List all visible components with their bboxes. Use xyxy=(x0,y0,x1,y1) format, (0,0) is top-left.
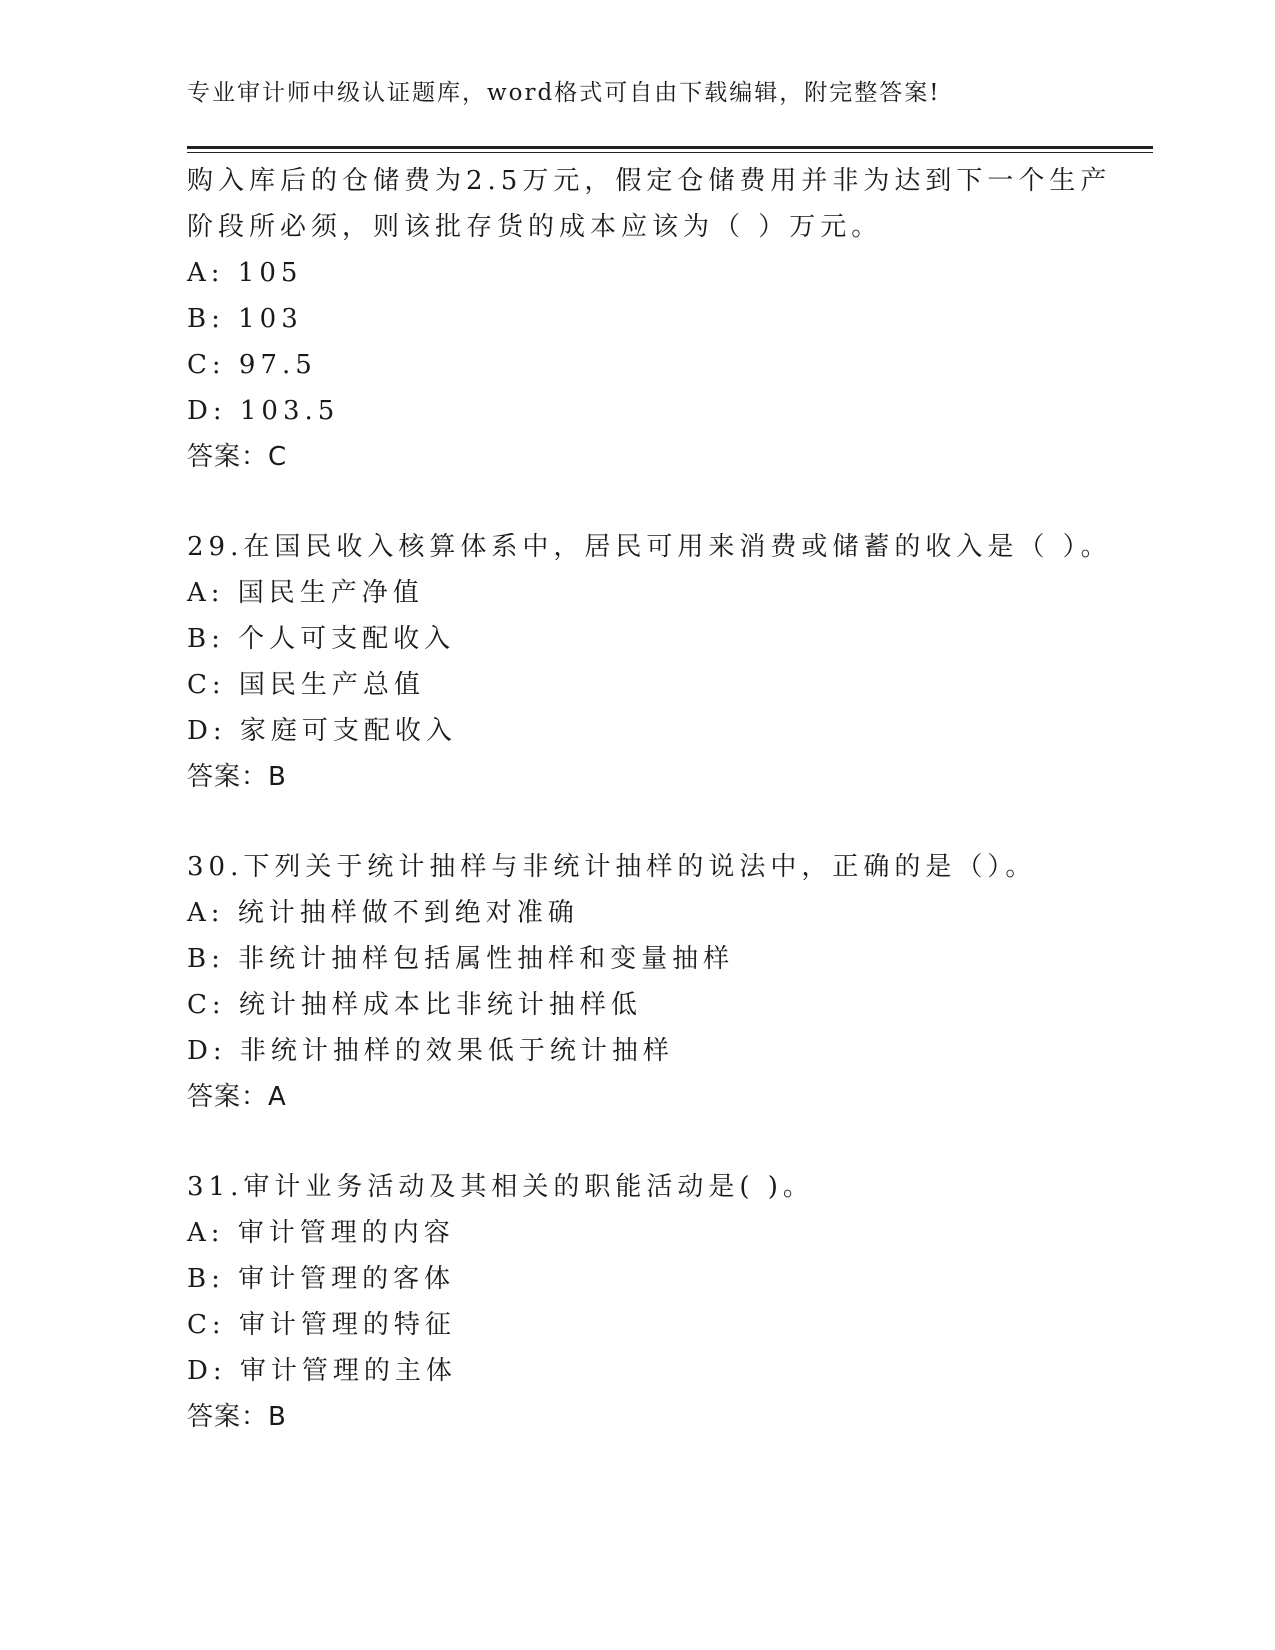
option-b: B: 非统计抽样包括属性抽样和变量抽样 xyxy=(187,944,735,974)
question-text-line: 购入库后的仓储费为2.5万元，假定仓储费用并非为达到下一个生产 xyxy=(187,166,1112,196)
question-28-continued xyxy=(187,158,1153,480)
option-c: C: 审计管理的特征 xyxy=(187,1310,456,1340)
option-c: C: 国民生产总值 xyxy=(187,670,425,700)
option-d: D: 审计管理的主体 xyxy=(187,1356,457,1386)
page-header: 专业审计师中级认证题库，word格式可自由下载编辑，附完整答案! xyxy=(187,80,941,106)
option-a: A: 105 xyxy=(187,258,303,288)
document-body xyxy=(187,158,1153,1440)
header-rule xyxy=(187,146,1153,153)
question-text-line: 阶段所必须，则该批存货的成本应该为（ ）万元。 xyxy=(187,212,883,242)
option-c: C: 统计抽样成本比非统计抽样低 xyxy=(187,990,642,1020)
option-b: B: 审计管理的客体 xyxy=(187,1264,456,1294)
answer: 答案：B xyxy=(187,1402,287,1432)
option-a: A: 审计管理的内容 xyxy=(187,1218,455,1248)
answer: 答案：C xyxy=(187,442,288,472)
question-29 xyxy=(187,524,1153,800)
question-stem: 29.在国民收入核算体系中，居民可用来消费或储蓄的收入是（ ）。 xyxy=(187,532,1112,562)
answer: 答案：B xyxy=(187,762,287,792)
question-stem: 31.审计业务活动及其相关的职能活动是( )。 xyxy=(187,1172,814,1202)
answer: 答案：A xyxy=(187,1082,287,1112)
option-b: B: 个人可支配收入 xyxy=(187,624,456,654)
option-a: A: 统计抽样做不到绝对准确 xyxy=(187,898,579,928)
option-a: A: 国民生产净值 xyxy=(187,578,424,608)
option-d: D: 非统计抽样的效果低于统计抽样 xyxy=(187,1036,674,1066)
question-31 xyxy=(187,1164,1153,1440)
question-stem: 30.下列关于统计抽样与非统计抽样的说法中，正确的是（）。 xyxy=(187,852,1037,882)
option-d: D: 家庭可支配收入 xyxy=(187,716,457,746)
option-d: D: 103.5 xyxy=(187,396,340,426)
option-c: C: 97.5 xyxy=(187,350,317,380)
question-30 xyxy=(187,844,1153,1120)
option-b: B: 103 xyxy=(187,304,303,334)
